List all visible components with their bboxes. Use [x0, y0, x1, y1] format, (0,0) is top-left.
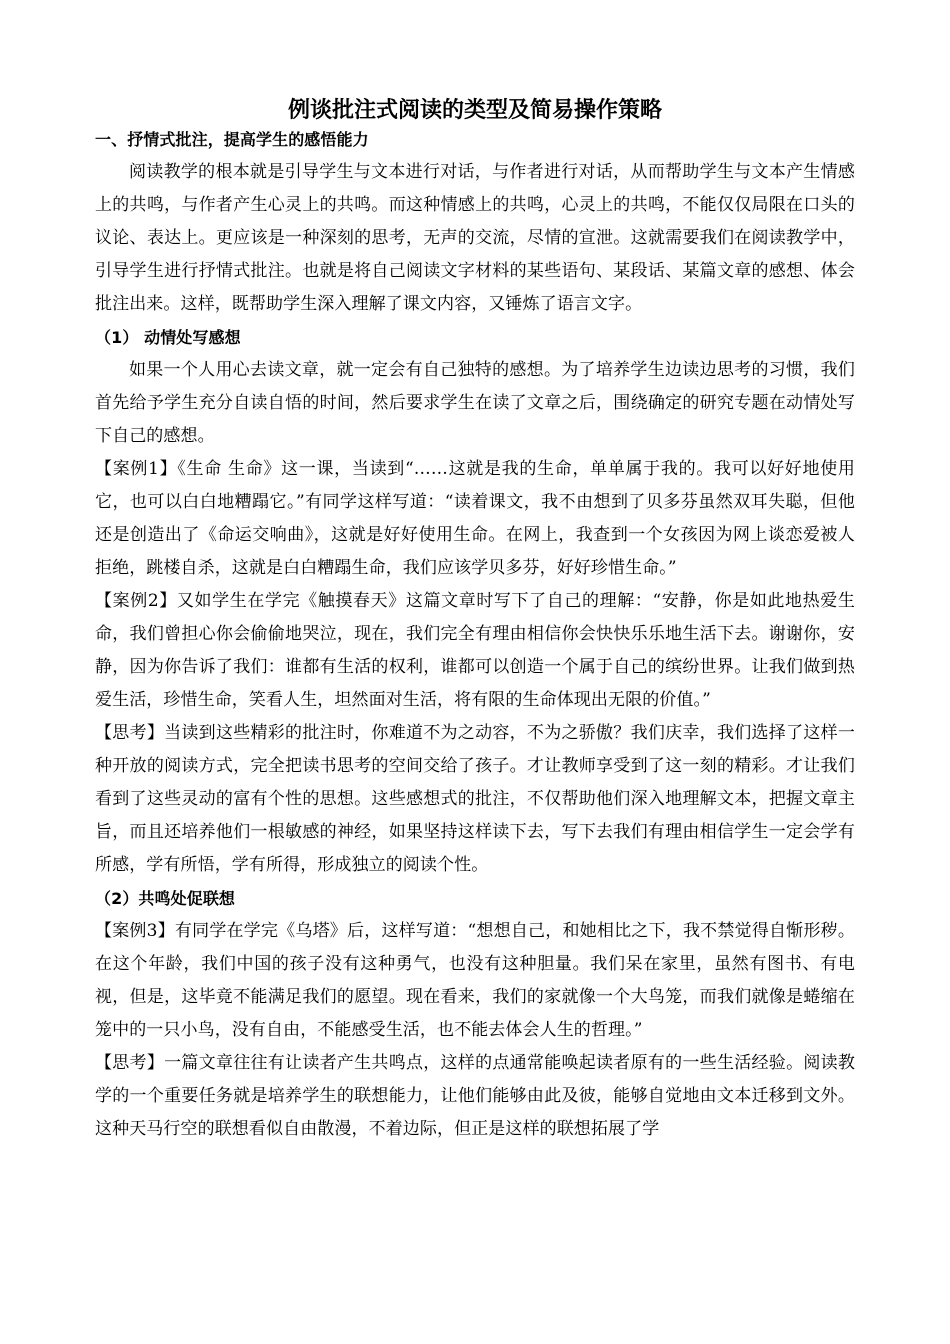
think2-paragraph: [95, 1047, 855, 1146]
think1-paragraph: [95, 717, 855, 882]
sub1-intro-paragraph: 如果一个人用心去读文章，就一定会有自己独特的感想。为了培养学生边读边思考的习惯，我们首先给予学生充分自读自悟的时间，然后要求学生在读了文章之后，围绕确定的研究专题在动情处写下自己的感想。: [95, 360, 855, 446]
think2-tag: 【思考】: [95, 1053, 165, 1073]
case2-text: 又如学生在学完《触摸春天》这篇文章时写下了自己的理解：“安静，你是如此地热爱生命，我们曾担心你会偷偷地哭泣，现在，我们完全有理由相信你会快快乐乐地生活下去。谢谢你，安静，因为你告诉了我们：谁都有生活的权利，谁都可以创造一个属于自己的缤纷世界。让我们做到热爱生活，珍惜生命，笑看人生，坦然面对生活，将有限的生命体现出无限的价值。”: [95, 591, 855, 710]
subsection-heading-2: （2）共鸣处促联想: [95, 889, 236, 908]
subsection-heading-1: （1） 动情处写感想: [95, 328, 241, 347]
think2-text: 一篇文章往往有让读者产生共鸣点，这样的点通常能唤起读者原有的一些生活经验。阅读教学的一个重要任务就是培养学生的联想能力，让他们能够由此及彼，能够自觉地由文本迁移到文外。这种天马行空的联想看似自由散漫，不着边际，但正是这样的联想拓展了学: [95, 1053, 855, 1139]
case2-tag: 【案例2】: [95, 591, 177, 611]
think1-text: 当读到这些精彩的批注时，你难道不为之动容，不为之骄傲？我们庆幸，我们选择了这样一种开放的阅读方式，完全把读书思考的空间交给了孩子。才让教师享受到了这一刻的精彩。才让我们看到了这些灵动的富有个性的思想。这些感想式的批注，不仅帮助他们深入地理解文本，把握文章主旨，而且还培养他们一根敏感的神经，如果坚持这样读下去，写下去我们有理由相信学生一定会学有所感，学有所悟，学有所得，形成独立的阅读个性。: [95, 723, 855, 875]
section1-intro-paragraph: 阅读教学的根本就是引导学生与文本进行对话，与作者进行对话，从而帮助学生与文本产生情感上的共鸣，与作者产生心灵上的共鸣。而这种情感上的共鸣，心灵上的共鸣，不能仅仅局限在口头的议论、表达上。更应该是一种深刻的思考，无声的交流，尽情的宣泄。这就需要我们在阅读教学中，引导学生进行抒情式批注。也就是将自己阅读文字材料的某些语句、某段话、某篇文章的感想、体会批注出来。这样，既帮助学生深入理解了课文内容，又锤炼了语言文字。: [95, 162, 855, 314]
case1-tag: 【案例1】: [95, 459, 178, 479]
case1-text: 《生命 生命》这一课，当读到“……这就是我的生命，单单属于我的。我可以好好地使用它，也可以白白地糟蹋它。”有同学这样写道：“读着课文，我不由想到了贝多芬虽然双耳失聪，但他还是创造出了《命运交响曲》，这就是好好使用生命。在网上，我查到一个女孩因为网上谈恋爱被人拒绝，跳楼自杀，这就是白白糟蹋生命，我们应该学贝多芬，好好珍惜生命。”: [95, 459, 855, 578]
case2-paragraph: [95, 585, 855, 717]
case3-text: 有同学在学完《乌塔》后，这样写道：“想想自己，和她相比之下，我不禁觉得自惭形秽。在这个年龄，我们中国的孩子没有这种勇气，也没有这种胆量。我们呆在家里，虽然有图书、有电视，但是，这毕竟不能满足我们的愿望。现在看来，我们的家就像一个大鸟笼，而我们就像是蜷缩在笼中的一只小鸟，没有自由，不能感受生活，也不能去体会人生的哲理。”: [95, 921, 855, 1040]
document-body: [95, 123, 855, 1146]
case1-paragraph: [95, 453, 855, 585]
section-heading-1: 一、抒情式批注，提高学生的感悟能力: [95, 130, 369, 149]
document-title: 例谈批注式阅读的类型及简易操作策略: [287, 98, 662, 123]
think1-tag: 【思考】: [95, 723, 165, 743]
case3-tag: 【案例3】: [95, 921, 175, 941]
case3-paragraph: [95, 915, 855, 1047]
